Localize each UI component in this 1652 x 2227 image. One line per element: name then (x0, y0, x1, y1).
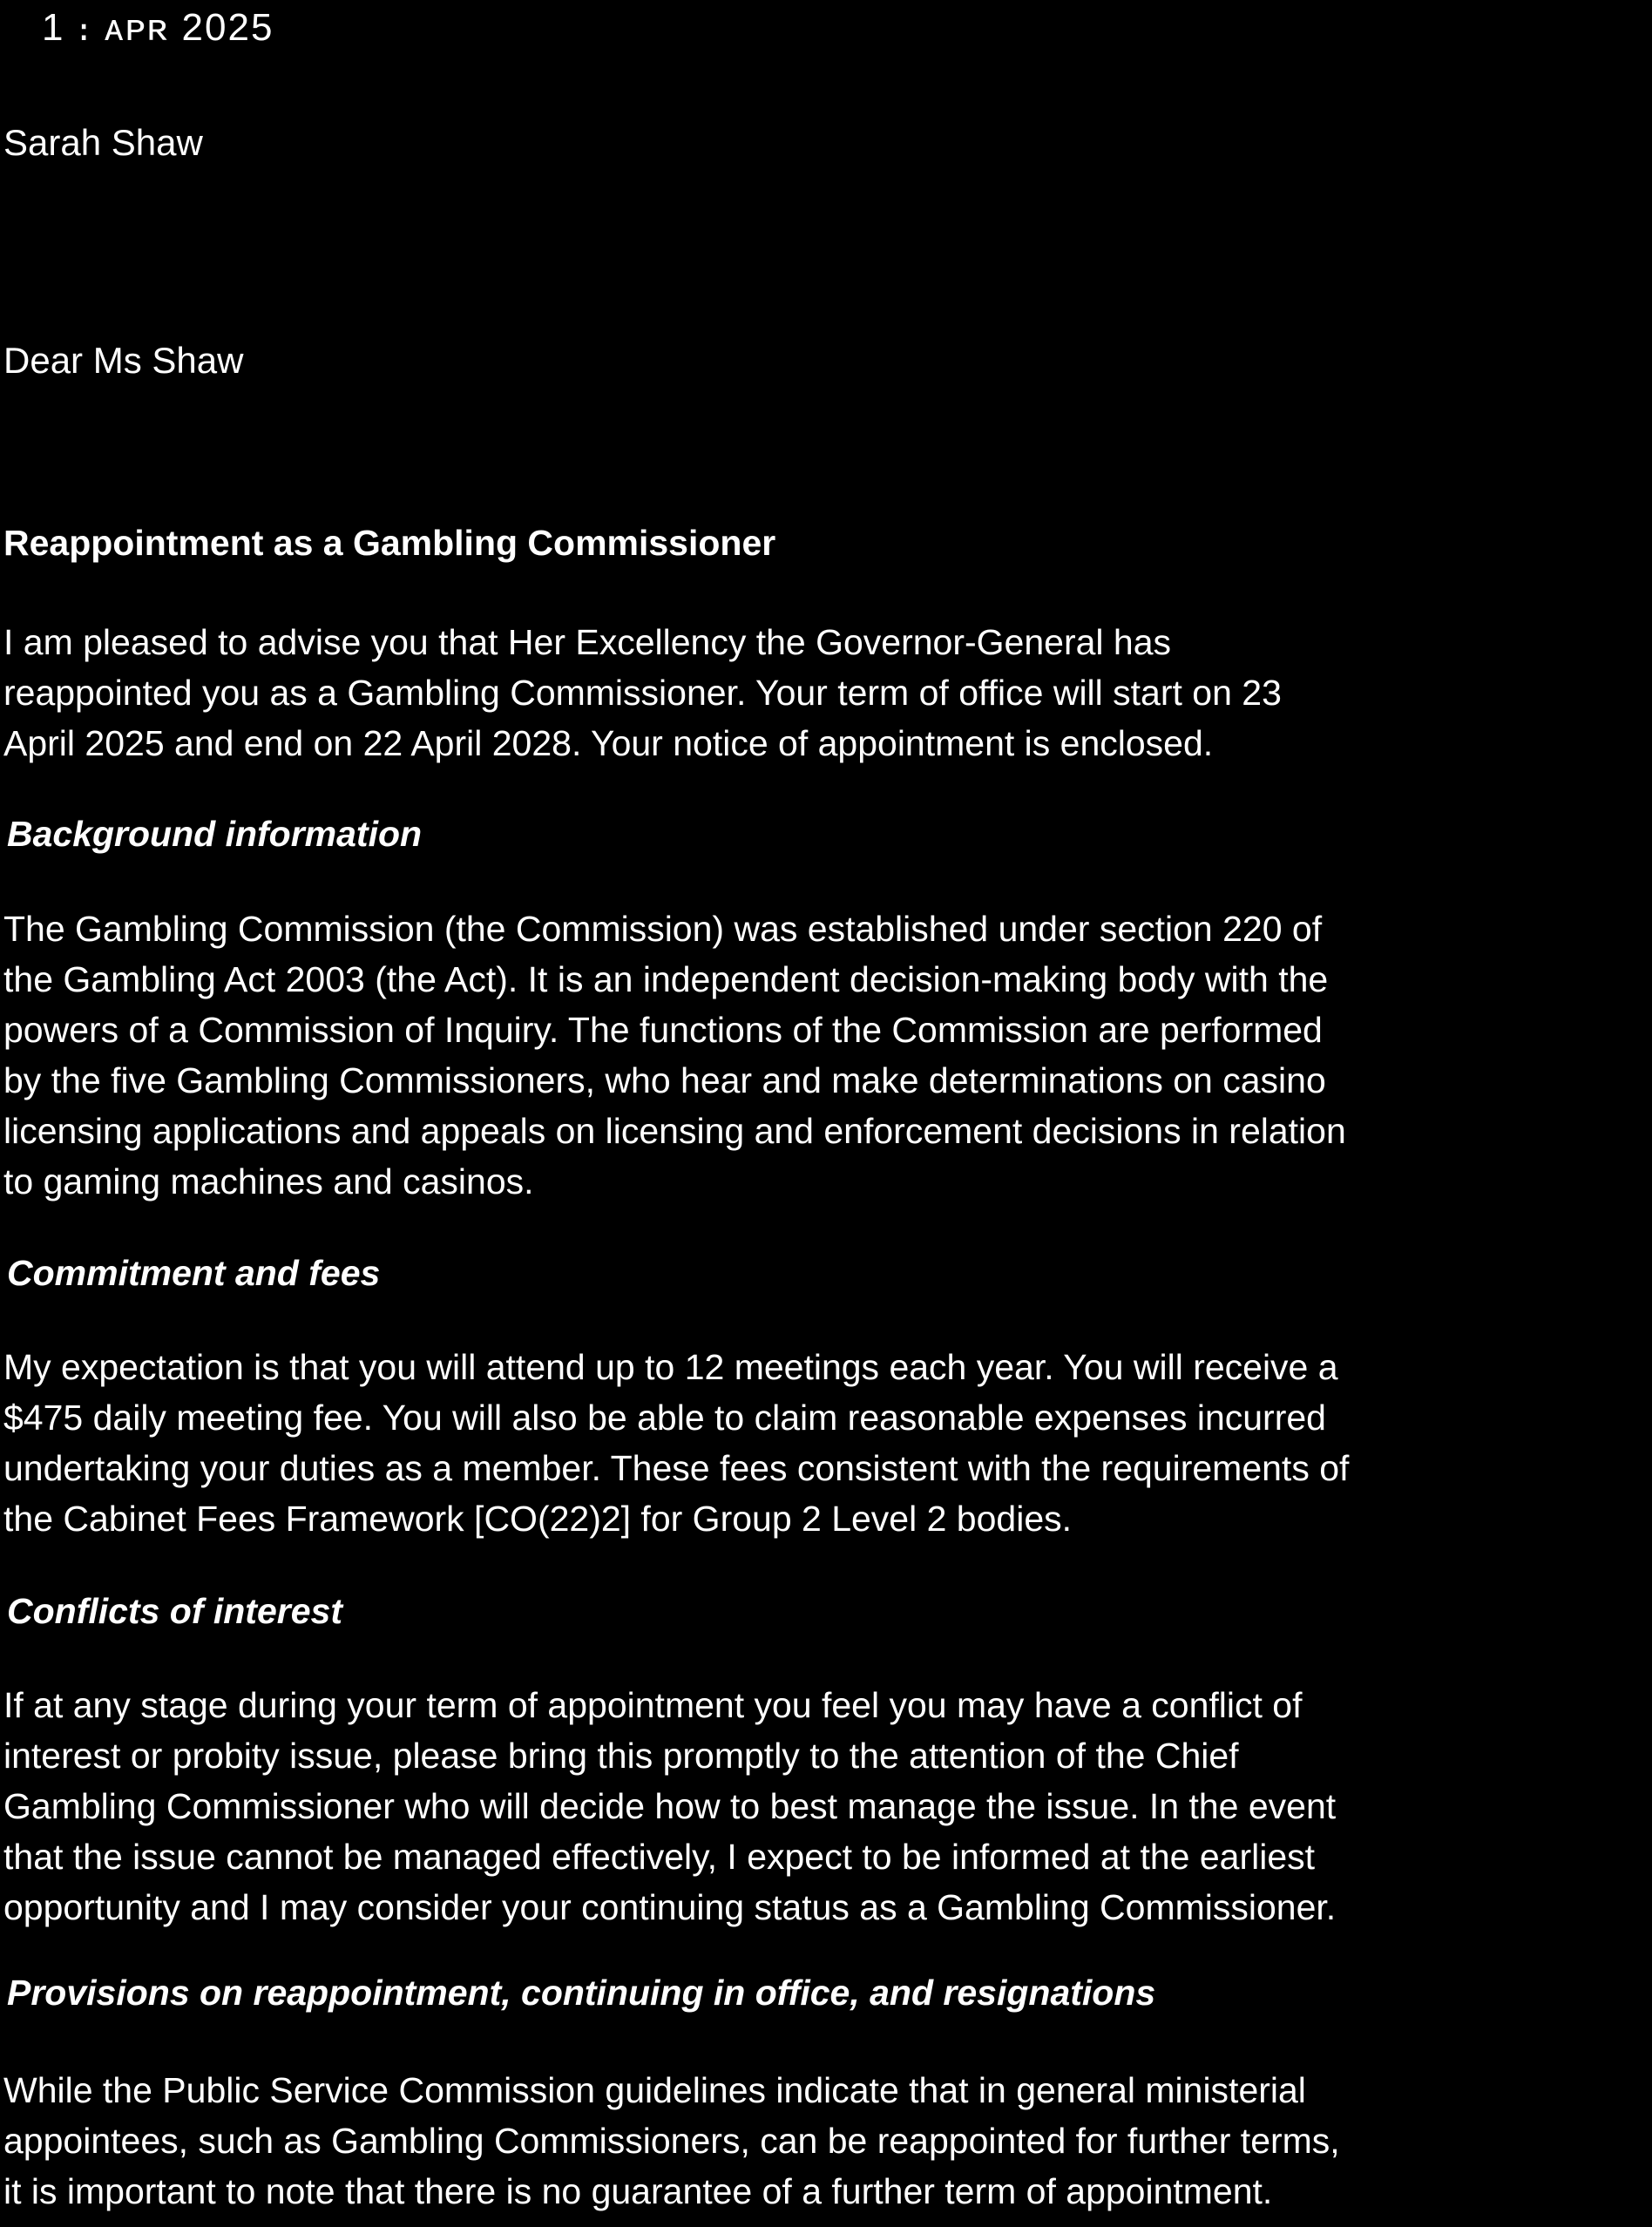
paragraph-line: $475 daily meeting fee. You will also be able to claim reasonable expenses incurred (3, 1398, 1326, 1438)
paragraph-line: While the Public Service Commission guidelines indicate that in general ministerial (3, 2070, 1306, 2110)
commitment-paragraph (3, 1342, 1650, 1544)
paragraph-line: reappointed you as a Gambling Commissioner. Your term of office will start on 23 (3, 673, 1282, 713)
paragraph-line: Gambling Commissioner who will decide how to best manage the issue. In the event (3, 1786, 1337, 1826)
section-heading-background: Background information (7, 814, 423, 854)
paragraph-line: interest or probity issue, please bring this promptly to the attention of the Chief (3, 1736, 1239, 1776)
provisions-paragraph (3, 2065, 1650, 2217)
date-stamp: 1 ։ ᴀᴘʀ 2025 (42, 6, 274, 49)
paragraph-line: to gaming machines and casinos. (3, 1161, 534, 1201)
paragraph-line: opportunity and I may consider your continuing status as a Gambling Commissioner. (3, 1887, 1337, 1927)
paragraph-line: licensing applications and appeals on licensing and enforcement decisions in relation (3, 1111, 1346, 1151)
paragraph-line: undertaking your duties as a member. These fees consistent with the requirements of (3, 1448, 1350, 1488)
paragraph-line: that the issue cannot be managed effectively, I expect to be informed at the earliest (3, 1837, 1316, 1877)
paragraph-line: by the five Gambling Commissioners, who hear and make determinations on casino (3, 1060, 1326, 1100)
paragraph-line: If at any stage during your term of appointment you feel you may have a conflict of (3, 1685, 1303, 1725)
paragraph-line: I am pleased to advise you that Her Excellency the Governor-General has (3, 622, 1172, 662)
paragraph-line: April 2025 and end on 22 April 2028. Your notice of appointment is enclosed. (3, 723, 1214, 763)
paragraph-line: appointees, such as Gambling Commissioners, can be reappointed for further terms, (3, 2121, 1340, 2161)
background-paragraph (3, 904, 1650, 1207)
subject-heading: Reappointment as a Gambling Commissioner (3, 523, 776, 563)
paragraph-line: My expectation is that you will attend up to 12 meetings each year. You will receive a (3, 1347, 1338, 1387)
paragraph-line: powers of a Commission of Inquiry. The functions of the Commission are performed (3, 1010, 1323, 1050)
conflicts-paragraph (3, 1680, 1650, 1933)
salutation: Dear Ms Shaw (3, 340, 244, 381)
paragraph-line: The Gambling Commission (the Commission) was established under section 220 of (3, 909, 1323, 949)
section-heading-conflicts: Conflicts of interest (7, 1591, 342, 1631)
section-heading-commitment: Commitment and fees (7, 1253, 381, 1293)
intro-paragraph (3, 617, 1650, 768)
paragraph-line: the Gambling Act 2003 (the Act). It is an independent decision-making body with the (3, 959, 1329, 999)
section-heading-provisions: Provisions on reappointment, continuing in office, and resignations (7, 1973, 1156, 2013)
paragraph-line: it is important to note that there is no guarantee of a further term of appointment. (3, 2171, 1273, 2211)
paragraph-line: the Cabinet Fees Framework [CO(22)2] for Group 2 Level 2 bodies. (3, 1499, 1073, 1539)
recipient-name: Sarah Shaw (3, 122, 203, 163)
